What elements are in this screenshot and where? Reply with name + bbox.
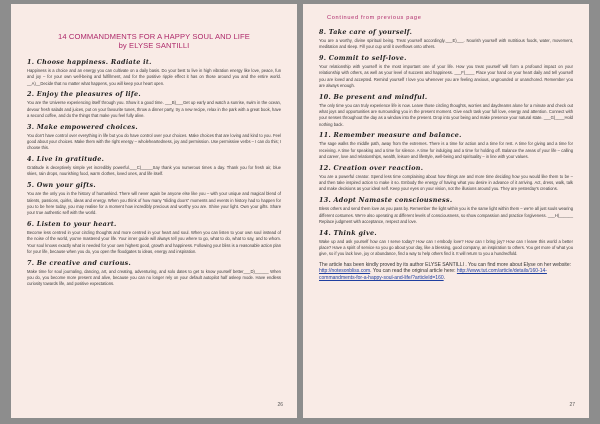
commandment-1 <box>27 58 281 87</box>
commandment-6 <box>27 220 281 255</box>
right-page <box>303 4 589 418</box>
section-heading: 14. Think give. <box>319 228 377 237</box>
section-body: The sage walks the middle path, away from the extremes. There is a time for action and a time for rest. A time for giving and a time for receiving. A time for speaking and a time for silence. A time for indulging and a time for holding off. Balance the areas of your life – calling and career, love and relationships, wealth, leisure and lifestyle, well-being and spirituality – in line with your values. <box>319 141 573 160</box>
title-line: 14 COMMANDMENTS FOR A HAPPY SOUL AND LIFE <box>58 32 250 41</box>
attribution-text-2: . You can read the original article here: <box>370 268 456 275</box>
section-body: The only time you can truly experience life is now. Leave those circling thoughts, worries and daydreams alone for a minute and check out what joys and opportunities are surrounding you in the present moment. Give each task your full love, energy and attention. Connect with your senses throughout the day as a window into the present. Drop into your being and make presence your natural state. ___G)____Hold nothing back. <box>319 102 573 127</box>
section-heading: 6. Listen to your heart. <box>27 219 117 228</box>
section-body: Wake up and ask yourself how can I serve today? How can I embody love? How can I bring joy? How can I leave this world a better place? Have a spirit of service so you go about your day, like a blessing, good company, an inspiration to others. You get more of what you give, so if you lack love, joy or abundance, find a way to help others find it. It will return to you a hundredfold. <box>319 238 573 257</box>
page-number: 26 <box>277 402 283 408</box>
commandment-12 <box>319 164 573 193</box>
section-body: Bless others and send them love as you pass by. Remember the light within you is the same light within them – we're all just souls wearing different costumes. We're also operating at different levels of consciousness, so show compassion and practice forgiveness. ___H)______ Replace judgment with acceptance, respect and love. <box>319 206 573 224</box>
section-heading: 8. Take care of yourself. <box>319 28 413 36</box>
section-heading: 1. Choose happiness. Radiate it. <box>27 58 152 66</box>
section-heading: 7. Be creative and curious. <box>27 258 132 267</box>
section-body: Gratitude is deceptively simple yet incredibly powerful.___C)_____Say thank you numerous times a day. Thank you for fresh air, blue skies, rain drops, nourishing food, warm clothes, loved ones, and life itself. <box>27 165 281 177</box>
commandment-10 <box>319 93 573 128</box>
author-website-link[interactable]: http://notesonbliss.com <box>319 268 371 275</box>
left-page <box>11 4 297 418</box>
section-body: Your relationship with yourself is the most important one of your life. How you treat yourself will form a profound impact on your relationship with others, as well as your level of success and happiness. ___F)____ Place your hand on your heart daily and tell yourself you are loved and accepted. Remind yourself I love you whenever you are feeling anxious, ungrounded or unanchored. Remember you are always enough. <box>319 64 573 88</box>
commandment-4 <box>27 155 281 178</box>
section-heading: 9. Commit to self-love. <box>319 54 407 63</box>
section-body: Make time for soul journaling, dancing, art, and creating, adventuring, and solo dates to get to know yourself better___D)______ When you do, you become more present and alive, because you can no longer rely on your default autopilot half asleep mode. Have endless curiosity towards life, and positive expectations. <box>27 268 281 287</box>
section-heading: 3. Make empowered choices. <box>27 122 138 131</box>
commandment-5 <box>27 181 281 216</box>
commandment-2 <box>27 90 281 119</box>
commandment-7 <box>27 259 281 288</box>
section-heading: 12. Creation over reaction. <box>319 163 424 172</box>
section-heading: 11. Remember measure and balance. <box>319 131 462 140</box>
document-title <box>27 32 281 50</box>
section-body: You don't have control over everything in life but you do have control over your choices. Make choices that are loving and kind to you. Feel good about your choices. Make them with the right energy – wholeheartedness, joy and permission. Use permissive verbs – I can do this; I choose this. <box>27 132 281 151</box>
commandment-11 <box>319 131 573 160</box>
page-number: 27 <box>569 402 575 408</box>
section-body: You are a worthy, divine spiritual being. Treat yourself accordingly.___E)___. Nourish yourself with nutritious foods, water, movement, meditation and sleep. Fill your cup until it overflows onto others. <box>319 38 573 50</box>
attribution-note <box>319 262 573 282</box>
continued-label: Continued from previous page <box>327 15 422 21</box>
section-heading: 4. Live in gratitude. <box>27 155 105 164</box>
original-article-link[interactable]: http://www.tut.com/article/details/160-14-commandments-for-a-happy-soul-and-life/?articleId=160 <box>319 268 547 282</box>
section-body: You are the only you in the history of humankind. There will never again be anyone else like you – with your unique and magical blend of talents, passions, quirks, ideas and energy. When you think of how many "sliding doors" moments and events in history had to happen for you to be here today, you may realise for a moment how incredibly precious and worthy you are. Shine your light. Own your gifts. Share your true authentic self with the world. <box>27 191 281 216</box>
author-line: by ELYSE SANTILLI <box>118 41 190 50</box>
commandment-9 <box>319 54 573 89</box>
section-body: Become less centred in your circling thoughts and more centred in your heart and soul. When you can listen to your own soul instead of the noise of the world, you've mastered your life. Your inner guide will always tell you where to go, what to do, what to say, and to whom. Your soul knows exactly what is needed for your own highest good, growth and happiness. Following your bliss is a reasonable action plan for your life, because when you do, you open the floodgates to ideas, energy and inspiration. <box>27 229 281 254</box>
commandment-8 <box>319 28 573 51</box>
commandment-3 <box>27 123 281 152</box>
attribution-text-3: . <box>443 275 446 282</box>
commandment-14 <box>319 229 573 258</box>
section-heading: 10. Be present and mindful. <box>319 92 428 101</box>
section-body: You are the Universe experiencing itself through you. Show it a good time. ___B)___Get up early and watch a sunrise, swim in the ocean, devour fresh salads and juices, put on your favourite tunes, throw a dinner party, try a new recipe, relax in the park with a great book, have a second coffee, and do the things that make you feel fully alive. <box>27 100 281 118</box>
section-heading: 2. Enjoy the pleasures of life. <box>27 90 141 99</box>
section-heading: 5. Own your gifts. <box>27 181 96 190</box>
attribution-text: The article has been kindly proved by its author ELYSE SANTILLI . You can find more about Elyse on her website: <box>319 261 571 268</box>
section-body: Happiness is a choice and an energy you can cultivate on a daily basis. Do your best to live in high vibration energy like love, peace, fun and joy – for your own well-being and fulfillment, and for the positive ripple effect it has on those around you and the entire world. __A)__Decide that no matter what happens, you will keep your heart open. <box>27 68 281 86</box>
commandment-13 <box>319 196 573 225</box>
section-body: You are a powerful creator. Spend less time complaining about how things are and more time deciding how you would like them to be – and then take inspired action to make it so. Embody the energy of having what you desire in advance of it arriving. Act, dress, walk, talk and make decisions as your ideal self. Keep your eyes on your vision, not the illusions around you. They are yesterday's creations. <box>319 173 573 192</box>
section-heading: 13. Adopt Namaste consciousness. <box>319 196 453 205</box>
